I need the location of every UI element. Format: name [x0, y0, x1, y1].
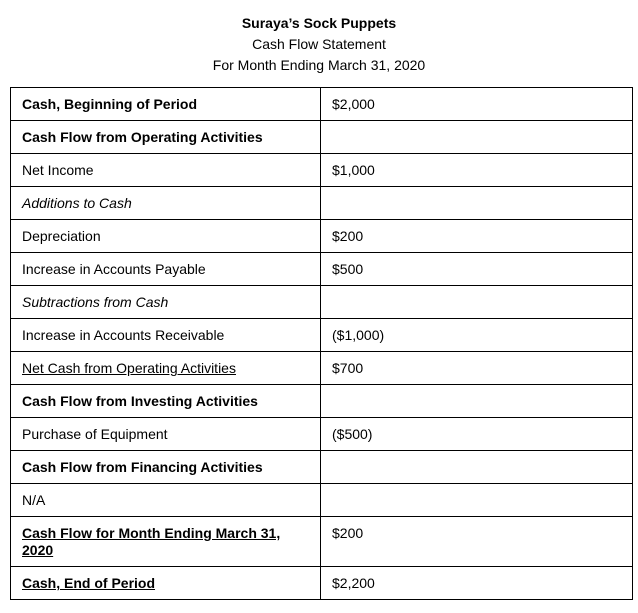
row-label-cell [11, 253, 321, 286]
row-label: Cash Flow from Financing Activities [22, 459, 263, 475]
row-label: Increase in Accounts Receivable [22, 327, 225, 343]
row-value-cell [321, 319, 633, 352]
row-value-cell [321, 121, 633, 154]
row-label-cell [11, 484, 321, 517]
row-label: Subtractions from Cash [22, 294, 169, 310]
row-label-cell [11, 567, 321, 600]
row-label: Cash, End of Period [22, 575, 156, 591]
row-label-cell [11, 286, 321, 319]
table-row [11, 253, 633, 286]
row-value-cell [321, 187, 633, 220]
row-label-cell [11, 154, 321, 187]
table-row [11, 154, 633, 187]
row-label: Net Income [22, 162, 94, 178]
row-value-cell [321, 154, 633, 187]
row-value-cell [321, 220, 633, 253]
row-label: Additions to Cash [22, 195, 132, 211]
table-row [11, 517, 633, 567]
row-value-cell [321, 88, 633, 121]
row-value-cell [321, 484, 633, 517]
row-value-cell [321, 385, 633, 418]
table-row [11, 451, 633, 484]
row-label-cell [11, 88, 321, 121]
table-row [11, 286, 633, 319]
table-row [11, 418, 633, 451]
row-label-cell [11, 121, 321, 154]
row-label-cell [11, 187, 321, 220]
table-row [11, 88, 633, 121]
row-label: Cash Flow from Operating Activities [22, 129, 263, 145]
row-label: Increase in Accounts Payable [22, 261, 206, 277]
doc-title: Suraya’s Sock Puppets [241, 15, 397, 31]
row-label: Cash Flow for Month Ending March 31, 2020 [22, 525, 281, 558]
row-label-cell [11, 220, 321, 253]
row-value-cell [321, 517, 633, 567]
row-label-cell [11, 385, 321, 418]
doc-period: For Month Ending March 31, 2020 [212, 57, 426, 73]
row-value: ($500) [332, 426, 373, 442]
row-label-cell [11, 352, 321, 385]
table-row [11, 319, 633, 352]
row-value-cell [321, 253, 633, 286]
row-value: $500 [332, 261, 364, 277]
row-label: N/A [22, 492, 46, 508]
row-value-cell [321, 451, 633, 484]
row-label-cell [11, 451, 321, 484]
row-label: Cash, Beginning of Period [22, 96, 198, 112]
row-label: Cash Flow from Investing Activities [22, 393, 258, 409]
table-row [11, 385, 633, 418]
row-value: $1,000 [332, 162, 375, 178]
row-value: $200 [332, 228, 364, 244]
row-value-cell [321, 418, 633, 451]
row-value: $200 [332, 525, 364, 541]
row-label: Net Cash from Operating Activities [22, 360, 236, 376]
doc-subtitle: Cash Flow Statement [252, 36, 386, 52]
cash-flow-statement-table [10, 87, 633, 600]
row-value: $700 [332, 360, 364, 376]
table-row [11, 187, 633, 220]
row-label-cell [11, 517, 321, 567]
row-label: Depreciation [22, 228, 101, 244]
row-label-cell [11, 418, 321, 451]
row-value-cell [321, 286, 633, 319]
row-label-cell [11, 319, 321, 352]
row-value-cell [321, 567, 633, 600]
row-value: $2,200 [332, 575, 375, 591]
cash-flow-table-body [11, 88, 633, 600]
row-label: Purchase of Equipment [22, 426, 168, 442]
document-header [0, 0, 638, 76]
row-value: ($1,000) [332, 327, 385, 343]
table-row [11, 484, 633, 517]
table-row [11, 121, 633, 154]
table-row [11, 567, 633, 600]
table-row [11, 220, 633, 253]
row-value-cell [321, 352, 633, 385]
table-row [11, 352, 633, 385]
row-value: $2,000 [332, 96, 375, 112]
